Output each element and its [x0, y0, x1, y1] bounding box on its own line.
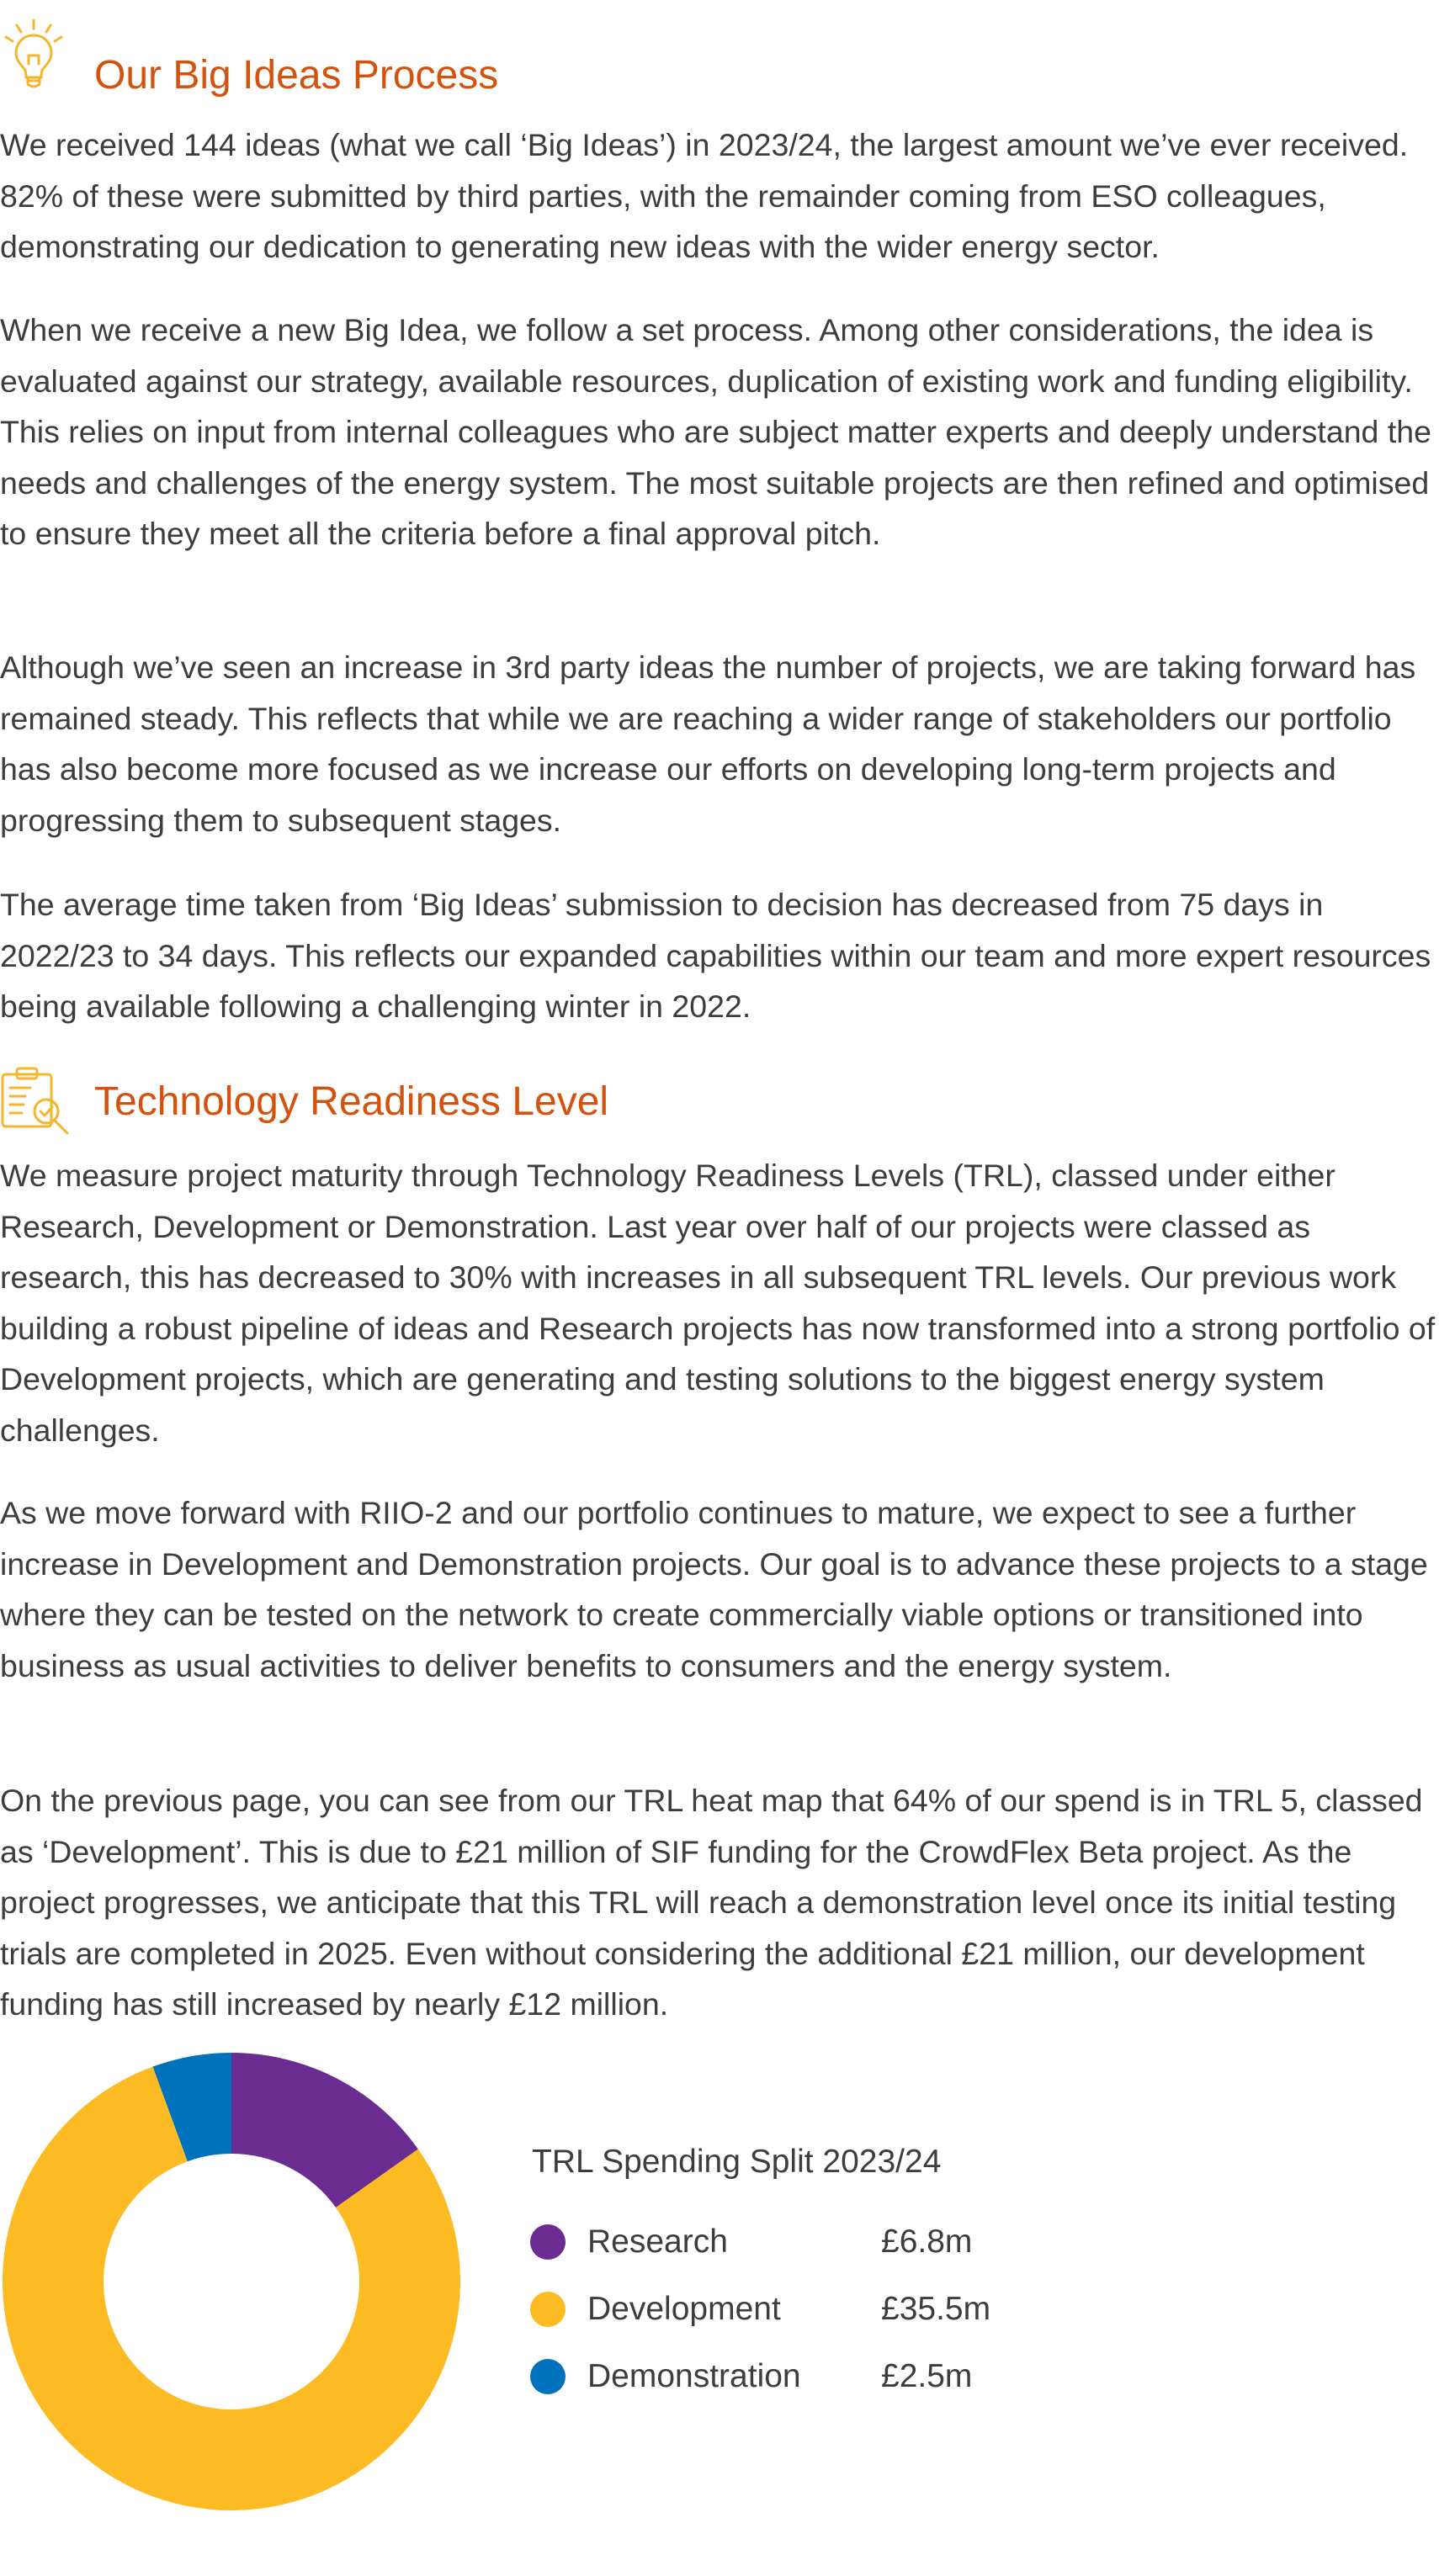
legend-item-demonstration — [530, 2356, 1119, 2398]
section-header-trl — [0, 1064, 926, 1140]
clipboard-magnifier-icon — [0, 1064, 76, 1140]
legend-swatch-demonstration — [530, 2359, 566, 2394]
lightbulb-icon — [0, 19, 76, 94]
section-header-big-ideas — [0, 19, 926, 98]
paragraph: We measure project maturity through Technology Readiness Levels (TRL), classed under either Research, Development or Demonstration. Last year over half of our projects were classed as research, this has decreased to 30% with increases in all subsequent TRL levels. Our previous work building a robust pipeline of ideas and Research projects has now transformed into a strong portfolio of Development projects, which are generating and testing solutions to the biggest energy system challenges. — [0, 1158, 1436, 1448]
legend-value: £2.5m — [881, 2358, 973, 2394]
legend-item-research — [530, 2221, 1119, 2263]
legend-swatch-research — [530, 2224, 566, 2260]
paragraph: Although we’ve seen an increase in 3rd party ideas the number of projects, we are taking forward has remained steady. This reflects that while we are reaching a wider range of stakeholders our portfolio has also become more focused as we increase our efforts on developing long-term projects and progressing them to subsequent stages. — [0, 649, 1416, 838]
paragraph: The average time taken from ‘Big Ideas’ submission to decision has decreased from 75 days in 2022/23 to 34 days. This reflects our expanded capabilities within our team and more expert resources being available following a challenging winter in 2022. — [0, 887, 1431, 1024]
paragraph: As we move forward with RIIO-2 and our portfolio continues to mature, we expect to see a further increase in Development and Demonstration projects. Our goal is to advance these projects to a stage where they can be tested on the network to create commercially viable options or transitioned into business as usual activities to deliver benefits to consumers and the energy system. — [0, 1495, 1428, 1683]
legend-item-development — [530, 2288, 1119, 2330]
legend-value: £35.5m — [881, 2291, 991, 2327]
legend-label: Demonstration — [587, 2358, 801, 2394]
section-title: Technology Readiness Level — [94, 1079, 609, 1124]
trl-spending-donut-chart — [0, 2053, 471, 2524]
legend-value: £6.8m — [881, 2224, 973, 2260]
section-title: Our Big Ideas Process — [94, 53, 499, 98]
legend-label: Development — [587, 2291, 781, 2327]
paragraph: On the previous page, you can see from our TRL heat map that 64% of our spend is in TRL 5, classed as ‘Development’. This is due to £21 million of SIF funding for the CrowdFlex Beta project. As the project progresses, we anticipate that this TRL will reach a demonstration level once its initial testing trials are completed in 2025. Even without considering the additional £21 million, our development funding has still increased by nearly £12 million. — [0, 1783, 1423, 2022]
legend-label: Research — [587, 2224, 728, 2260]
legend-swatch-development — [530, 2292, 566, 2327]
chart-title: TRL Spending Split 2023/24 — [532, 2144, 942, 2180]
paragraph: When we receive a new Big Idea, we follow a set process. Among other considerations, the idea is evaluated against our strategy, available resources, duplication of existing work and funding eligibility. This relies on input from internal colleagues who are subject matter experts and deeply understand the needs and challenges of the energy system. The most suitable projects are then refined and optimised to ensure they meet all the criteria before a final approval pitch. — [0, 312, 1431, 551]
paragraph: We received 144 ideas (what we call ‘Big Ideas’) in 2023/24, the largest amount we’ve ever received. 82% of these were submitted by third parties, with the remainder coming from ESO colleagues, demonstrating our dedication to generating new ideas with the wider energy sector. — [0, 127, 1409, 264]
